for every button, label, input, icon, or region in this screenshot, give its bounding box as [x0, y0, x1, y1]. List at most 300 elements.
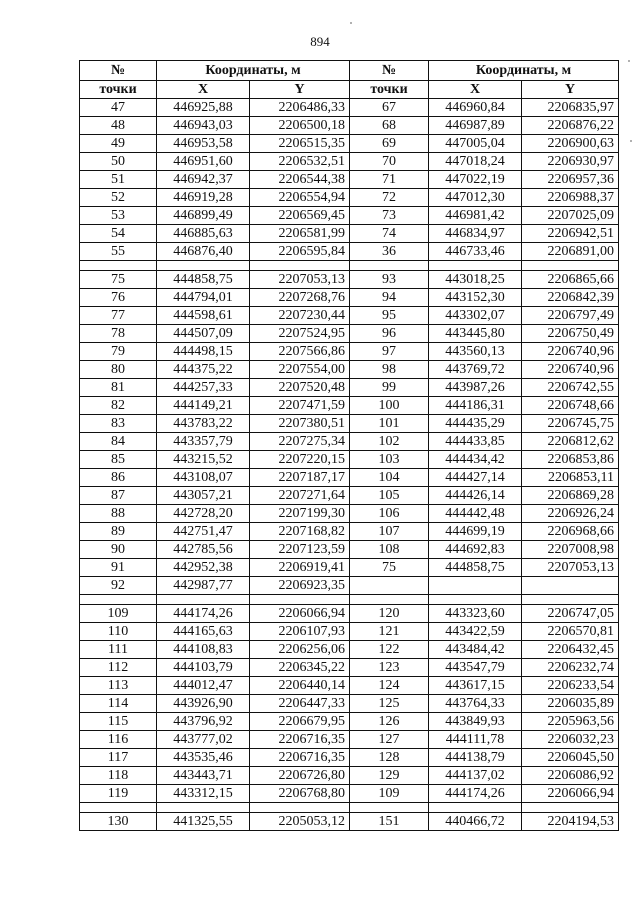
- y-coordinate-cell: 2206232,74: [522, 659, 619, 677]
- x-coordinate-cell: 444257,33: [157, 379, 250, 397]
- x-coordinate-cell: 443783,22: [157, 415, 250, 433]
- x-coordinate-cell: 444103,79: [157, 659, 250, 677]
- table-row: [80, 415, 619, 433]
- x-coordinate-cell: 444858,75: [429, 559, 522, 577]
- y-coordinate-cell: 2206900,63: [522, 135, 619, 153]
- y-coordinate-cell: 2207053,13: [522, 559, 619, 577]
- point-number-cell: 68: [350, 117, 429, 135]
- y-coordinate-cell: 2206515,35: [250, 135, 350, 153]
- table-row: [80, 523, 619, 541]
- y-coordinate-cell: 2206853,11: [522, 469, 619, 487]
- y-coordinate-cell: 2206768,80: [250, 785, 350, 803]
- x-coordinate-cell: 443357,79: [157, 433, 250, 451]
- x-coordinate-cell: 443560,13: [429, 343, 522, 361]
- table-row: [80, 189, 619, 207]
- y-coordinate-cell: 2207187,17: [250, 469, 350, 487]
- table-row: [80, 271, 619, 289]
- table-row: [80, 505, 619, 523]
- point-number-cell: 126: [350, 713, 429, 731]
- table-row: [80, 767, 619, 785]
- table-row: [80, 397, 619, 415]
- point-number-cell: 91: [80, 559, 157, 577]
- point-number-cell: 81: [80, 379, 157, 397]
- x-coordinate-cell: 444435,29: [429, 415, 522, 433]
- empty-cell: [250, 803, 350, 813]
- x-coordinate-cell: 442987,77: [157, 577, 250, 595]
- point-number-cell: 128: [350, 749, 429, 767]
- point-number-cell: 78: [80, 325, 157, 343]
- point-number-cell: 51: [80, 171, 157, 189]
- point-label-header: точки: [350, 81, 429, 99]
- y-coordinate-cell: 2206486,33: [250, 99, 350, 117]
- point-number-cell: 86: [80, 469, 157, 487]
- y-column-header: Y: [250, 81, 350, 99]
- point-number-cell: 120: [350, 605, 429, 623]
- table-row: [80, 749, 619, 767]
- table-row: [80, 325, 619, 343]
- page-number: 894: [310, 34, 330, 49]
- x-coordinate-cell: 443987,26: [429, 379, 522, 397]
- point-number-cell: 119: [80, 785, 157, 803]
- y-coordinate-cell: 2207566,86: [250, 343, 350, 361]
- y-coordinate-cell: 2206930,97: [522, 153, 619, 171]
- point-number-cell: 69: [350, 135, 429, 153]
- x-column-header: X: [429, 81, 522, 99]
- point-number-cell: 94: [350, 289, 429, 307]
- y-coordinate-cell: [522, 577, 619, 595]
- x-coordinate-cell: 443484,42: [429, 641, 522, 659]
- x-coordinate-cell: 441325,55: [157, 813, 250, 831]
- point-number-cell: 92: [80, 577, 157, 595]
- block-separator-row: [80, 261, 619, 271]
- point-number-cell: 71: [350, 171, 429, 189]
- x-coordinate-cell: 443152,30: [429, 289, 522, 307]
- y-coordinate-cell: 2206595,84: [250, 243, 350, 261]
- x-coordinate-cell: 446925,88: [157, 99, 250, 117]
- point-number-cell: 116: [80, 731, 157, 749]
- y-coordinate-cell: 2207380,51: [250, 415, 350, 433]
- x-coordinate-cell: 444699,19: [429, 523, 522, 541]
- x-coordinate-cell: 443796,92: [157, 713, 250, 731]
- empty-cell: [350, 595, 429, 605]
- x-coordinate-cell: 444111,78: [429, 731, 522, 749]
- coordinates-header: Координаты, м: [157, 61, 350, 81]
- block-separator-row: [80, 595, 619, 605]
- scan-speck: [630, 140, 632, 142]
- point-number-cell: 82: [80, 397, 157, 415]
- point-number-cell: 76: [80, 289, 157, 307]
- x-coordinate-cell: 446942,37: [157, 171, 250, 189]
- point-number-cell: 96: [350, 325, 429, 343]
- y-coordinate-cell: 2207268,76: [250, 289, 350, 307]
- x-coordinate-cell: 444426,14: [429, 487, 522, 505]
- x-coordinate-cell: 442952,38: [157, 559, 250, 577]
- y-coordinate-cell: 2206869,28: [522, 487, 619, 505]
- point-number-cell: 50: [80, 153, 157, 171]
- y-coordinate-cell: 2206716,35: [250, 731, 350, 749]
- y-coordinate-cell: 2206581,99: [250, 225, 350, 243]
- point-number-header: №: [80, 61, 157, 81]
- point-number-cell: 93: [350, 271, 429, 289]
- point-number-cell: 75: [350, 559, 429, 577]
- empty-cell: [350, 261, 429, 271]
- y-coordinate-cell: 2206045,50: [522, 749, 619, 767]
- x-coordinate-cell: 446981,42: [429, 207, 522, 225]
- table-row: [80, 785, 619, 803]
- y-coordinate-cell: 2207008,98: [522, 541, 619, 559]
- point-number-cell: 117: [80, 749, 157, 767]
- point-number-cell: 72: [350, 189, 429, 207]
- y-coordinate-cell: 2206066,94: [522, 785, 619, 803]
- point-number-cell: 122: [350, 641, 429, 659]
- y-coordinate-cell: 2207471,59: [250, 397, 350, 415]
- table-row: [80, 559, 619, 577]
- point-number-cell: 105: [350, 487, 429, 505]
- x-coordinate-cell: 443443,71: [157, 767, 250, 785]
- point-number-cell: 52: [80, 189, 157, 207]
- x-coordinate-cell: 446987,89: [429, 117, 522, 135]
- table-row: [80, 813, 619, 831]
- y-coordinate-cell: 2206957,36: [522, 171, 619, 189]
- point-number-cell: 107: [350, 523, 429, 541]
- table-row: [80, 623, 619, 641]
- empty-cell: [522, 595, 619, 605]
- point-number-cell: 104: [350, 469, 429, 487]
- table-row: [80, 207, 619, 225]
- x-coordinate-cell: 443302,07: [429, 307, 522, 325]
- table-row: [80, 343, 619, 361]
- x-coordinate-cell: 444174,26: [157, 605, 250, 623]
- point-number-cell: 123: [350, 659, 429, 677]
- table-row: [80, 659, 619, 677]
- y-coordinate-cell: 2206842,39: [522, 289, 619, 307]
- point-number-cell: 111: [80, 641, 157, 659]
- point-number-cell: 97: [350, 343, 429, 361]
- table-row: [80, 433, 619, 451]
- empty-cell: [157, 803, 250, 813]
- y-coordinate-cell: 2207520,48: [250, 379, 350, 397]
- header-row-top: [80, 61, 619, 81]
- y-coordinate-cell: 2206086,92: [522, 767, 619, 785]
- table-row: [80, 99, 619, 117]
- y-coordinate-cell: 2206891,00: [522, 243, 619, 261]
- y-coordinate-cell: 2206569,45: [250, 207, 350, 225]
- y-coordinate-cell: 2206919,41: [250, 559, 350, 577]
- y-coordinate-cell: 2206812,62: [522, 433, 619, 451]
- point-number-header: №: [350, 61, 429, 81]
- x-coordinate-cell: 446876,40: [157, 243, 250, 261]
- table-row: [80, 117, 619, 135]
- table-row: [80, 541, 619, 559]
- x-coordinate-cell: 443777,02: [157, 731, 250, 749]
- x-coordinate-cell: 444138,79: [429, 749, 522, 767]
- y-coordinate-cell: 2207554,00: [250, 361, 350, 379]
- x-coordinate-cell: [429, 577, 522, 595]
- x-coordinate-cell: 443445,80: [429, 325, 522, 343]
- x-coordinate-cell: 442751,47: [157, 523, 250, 541]
- x-coordinate-cell: 443057,21: [157, 487, 250, 505]
- empty-cell: [80, 261, 157, 271]
- x-coordinate-cell: 446899,49: [157, 207, 250, 225]
- y-coordinate-cell: 2206544,38: [250, 171, 350, 189]
- point-number-cell: 151: [350, 813, 429, 831]
- point-number-cell: 54: [80, 225, 157, 243]
- table-row: [80, 695, 619, 713]
- table-row: [80, 135, 619, 153]
- point-number-cell: 90: [80, 541, 157, 559]
- x-coordinate-cell: 446885,63: [157, 225, 250, 243]
- x-coordinate-cell: 444149,21: [157, 397, 250, 415]
- y-coordinate-cell: 2206923,35: [250, 577, 350, 595]
- y-coordinate-cell: 2207199,30: [250, 505, 350, 523]
- point-number-cell: 124: [350, 677, 429, 695]
- y-coordinate-cell: 2206750,49: [522, 325, 619, 343]
- empty-cell: [522, 261, 619, 271]
- x-coordinate-cell: 444174,26: [429, 785, 522, 803]
- point-number-cell: 102: [350, 433, 429, 451]
- y-coordinate-cell: 2207025,09: [522, 207, 619, 225]
- x-coordinate-cell: 446960,84: [429, 99, 522, 117]
- point-number-cell: 88: [80, 505, 157, 523]
- y-coordinate-cell: 2206035,89: [522, 695, 619, 713]
- point-number-cell: 121: [350, 623, 429, 641]
- y-coordinate-cell: 2205053,12: [250, 813, 350, 831]
- point-number-cell: 129: [350, 767, 429, 785]
- empty-cell: [429, 261, 522, 271]
- y-coordinate-cell: 2206500,18: [250, 117, 350, 135]
- x-coordinate-cell: 443323,60: [429, 605, 522, 623]
- point-number-cell: 98: [350, 361, 429, 379]
- y-coordinate-cell: 2207123,59: [250, 541, 350, 559]
- y-coordinate-cell: 2206853,86: [522, 451, 619, 469]
- y-column-header: Y: [522, 81, 619, 99]
- empty-cell: [157, 261, 250, 271]
- y-coordinate-cell: 2206876,22: [522, 117, 619, 135]
- table-row: [80, 243, 619, 261]
- table-row: [80, 289, 619, 307]
- y-coordinate-cell: 2206233,54: [522, 677, 619, 695]
- table-row: [80, 731, 619, 749]
- y-coordinate-cell: 2206942,51: [522, 225, 619, 243]
- y-coordinate-cell: 2206432,45: [522, 641, 619, 659]
- point-number-cell: 85: [80, 451, 157, 469]
- x-coordinate-cell: 446834,97: [429, 225, 522, 243]
- point-number-cell: 73: [350, 207, 429, 225]
- y-coordinate-cell: 2206740,96: [522, 361, 619, 379]
- y-coordinate-cell: 2205963,56: [522, 713, 619, 731]
- block-separator-row: [80, 803, 619, 813]
- point-number-cell: 89: [80, 523, 157, 541]
- x-coordinate-cell: 447018,24: [429, 153, 522, 171]
- y-coordinate-cell: 2206745,75: [522, 415, 619, 433]
- y-coordinate-cell: 2206554,94: [250, 189, 350, 207]
- y-coordinate-cell: 2204194,53: [522, 813, 619, 831]
- y-coordinate-cell: 2206748,66: [522, 397, 619, 415]
- x-coordinate-cell: 442785,56: [157, 541, 250, 559]
- point-number-cell: 113: [80, 677, 157, 695]
- table-row: [80, 307, 619, 325]
- empty-cell: [80, 803, 157, 813]
- x-coordinate-cell: 447022,19: [429, 171, 522, 189]
- point-number-cell: 95: [350, 307, 429, 325]
- point-number-cell: 106: [350, 505, 429, 523]
- empty-cell: [522, 803, 619, 813]
- point-number-cell: 118: [80, 767, 157, 785]
- y-coordinate-cell: 2206440,14: [250, 677, 350, 695]
- x-coordinate-cell: 443535,46: [157, 749, 250, 767]
- x-coordinate-cell: 444507,09: [157, 325, 250, 343]
- x-coordinate-cell: 443312,15: [157, 785, 250, 803]
- y-coordinate-cell: 2206570,81: [522, 623, 619, 641]
- x-coordinate-cell: 443617,15: [429, 677, 522, 695]
- point-number-cell: 100: [350, 397, 429, 415]
- point-number-cell: 87: [80, 487, 157, 505]
- scan-speck: [628, 60, 630, 62]
- point-number-cell: 115: [80, 713, 157, 731]
- x-coordinate-cell: 443769,72: [429, 361, 522, 379]
- y-coordinate-cell: 2206797,49: [522, 307, 619, 325]
- empty-cell: [429, 803, 522, 813]
- coordinates-header: Координаты, м: [429, 61, 619, 81]
- table-row: [80, 451, 619, 469]
- table-row: [80, 153, 619, 171]
- empty-cell: [250, 261, 350, 271]
- y-coordinate-cell: 2206835,97: [522, 99, 619, 117]
- table-row: [80, 713, 619, 731]
- x-coordinate-cell: 443926,90: [157, 695, 250, 713]
- y-coordinate-cell: 2207230,44: [250, 307, 350, 325]
- y-coordinate-cell: 2207220,15: [250, 451, 350, 469]
- point-number-cell: 79: [80, 343, 157, 361]
- point-number-cell: 67: [350, 99, 429, 117]
- y-coordinate-cell: 2206726,80: [250, 767, 350, 785]
- point-number-cell: 75: [80, 271, 157, 289]
- point-number-cell: 74: [350, 225, 429, 243]
- x-coordinate-cell: 443422,59: [429, 623, 522, 641]
- x-coordinate-cell: 443547,79: [429, 659, 522, 677]
- x-coordinate-cell: 443018,25: [429, 271, 522, 289]
- y-coordinate-cell: 2206865,66: [522, 271, 619, 289]
- x-coordinate-cell: 440466,72: [429, 813, 522, 831]
- x-coordinate-cell: 444692,83: [429, 541, 522, 559]
- point-number-cell: 103: [350, 451, 429, 469]
- y-coordinate-cell: 2206107,93: [250, 623, 350, 641]
- y-coordinate-cell: 2207053,13: [250, 271, 350, 289]
- point-label-header: точки: [80, 81, 157, 99]
- point-number-cell: 109: [350, 785, 429, 803]
- table-row: [80, 487, 619, 505]
- point-number-cell: 49: [80, 135, 157, 153]
- y-coordinate-cell: 2206716,35: [250, 749, 350, 767]
- point-number-cell: 112: [80, 659, 157, 677]
- y-coordinate-cell: 2206532,51: [250, 153, 350, 171]
- x-coordinate-cell: 444165,63: [157, 623, 250, 641]
- table-row: [80, 641, 619, 659]
- x-coordinate-cell: 446953,58: [157, 135, 250, 153]
- y-coordinate-cell: 2206345,22: [250, 659, 350, 677]
- header-row-bottom: [80, 81, 619, 99]
- x-coordinate-cell: 443764,33: [429, 695, 522, 713]
- x-coordinate-cell: 442728,20: [157, 505, 250, 523]
- x-coordinate-cell: 444858,75: [157, 271, 250, 289]
- x-coordinate-cell: 444375,22: [157, 361, 250, 379]
- x-coordinate-cell: 444498,15: [157, 343, 250, 361]
- point-number-cell: 110: [80, 623, 157, 641]
- x-coordinate-cell: 446733,46: [429, 243, 522, 261]
- point-number-cell: 130: [80, 813, 157, 831]
- point-number-cell: 127: [350, 731, 429, 749]
- table-row: [80, 361, 619, 379]
- y-coordinate-cell: 2207168,82: [250, 523, 350, 541]
- point-number-cell: 125: [350, 695, 429, 713]
- point-number-cell: 48: [80, 117, 157, 135]
- x-coordinate-cell: 444598,61: [157, 307, 250, 325]
- x-coordinate-cell: 444186,31: [429, 397, 522, 415]
- x-coordinate-cell: 446943,03: [157, 117, 250, 135]
- y-coordinate-cell: 2207275,34: [250, 433, 350, 451]
- point-number-cell: 83: [80, 415, 157, 433]
- x-coordinate-cell: 444137,02: [429, 767, 522, 785]
- point-number-cell: 108: [350, 541, 429, 559]
- point-number-cell: 109: [80, 605, 157, 623]
- coordinates-table: [79, 60, 619, 831]
- x-column-header: X: [157, 81, 250, 99]
- x-coordinate-cell: 444434,42: [429, 451, 522, 469]
- point-number-cell: 53: [80, 207, 157, 225]
- table-row: [80, 577, 619, 595]
- x-coordinate-cell: 446951,60: [157, 153, 250, 171]
- table-row: [80, 171, 619, 189]
- point-number-cell: 80: [80, 361, 157, 379]
- point-number-cell: 36: [350, 243, 429, 261]
- empty-cell: [80, 595, 157, 605]
- table-row: [80, 379, 619, 397]
- y-coordinate-cell: 2206740,96: [522, 343, 619, 361]
- point-number-cell: 77: [80, 307, 157, 325]
- point-number-cell: 114: [80, 695, 157, 713]
- x-coordinate-cell: 447005,04: [429, 135, 522, 153]
- y-coordinate-cell: 2206032,23: [522, 731, 619, 749]
- table-row: [80, 469, 619, 487]
- y-coordinate-cell: 2207524,95: [250, 325, 350, 343]
- x-coordinate-cell: 444794,01: [157, 289, 250, 307]
- point-number-cell: 70: [350, 153, 429, 171]
- x-coordinate-cell: 444433,85: [429, 433, 522, 451]
- table-row: [80, 225, 619, 243]
- y-coordinate-cell: 2206926,24: [522, 505, 619, 523]
- y-coordinate-cell: 2206988,37: [522, 189, 619, 207]
- y-coordinate-cell: 2206679,95: [250, 713, 350, 731]
- y-coordinate-cell: 2206256,06: [250, 641, 350, 659]
- y-coordinate-cell: 2206447,33: [250, 695, 350, 713]
- x-coordinate-cell: 443108,07: [157, 469, 250, 487]
- y-coordinate-cell: 2206968,66: [522, 523, 619, 541]
- x-coordinate-cell: 443849,93: [429, 713, 522, 731]
- y-coordinate-cell: 2206747,05: [522, 605, 619, 623]
- empty-cell: [429, 595, 522, 605]
- empty-cell: [157, 595, 250, 605]
- point-number-cell: 84: [80, 433, 157, 451]
- point-number-cell: 99: [350, 379, 429, 397]
- table-row: [80, 605, 619, 623]
- x-coordinate-cell: 444442,48: [429, 505, 522, 523]
- point-number-cell: 55: [80, 243, 157, 261]
- x-coordinate-cell: 444427,14: [429, 469, 522, 487]
- x-coordinate-cell: 444012,47: [157, 677, 250, 695]
- empty-cell: [250, 595, 350, 605]
- empty-cell: [350, 803, 429, 813]
- point-number-cell: [350, 577, 429, 595]
